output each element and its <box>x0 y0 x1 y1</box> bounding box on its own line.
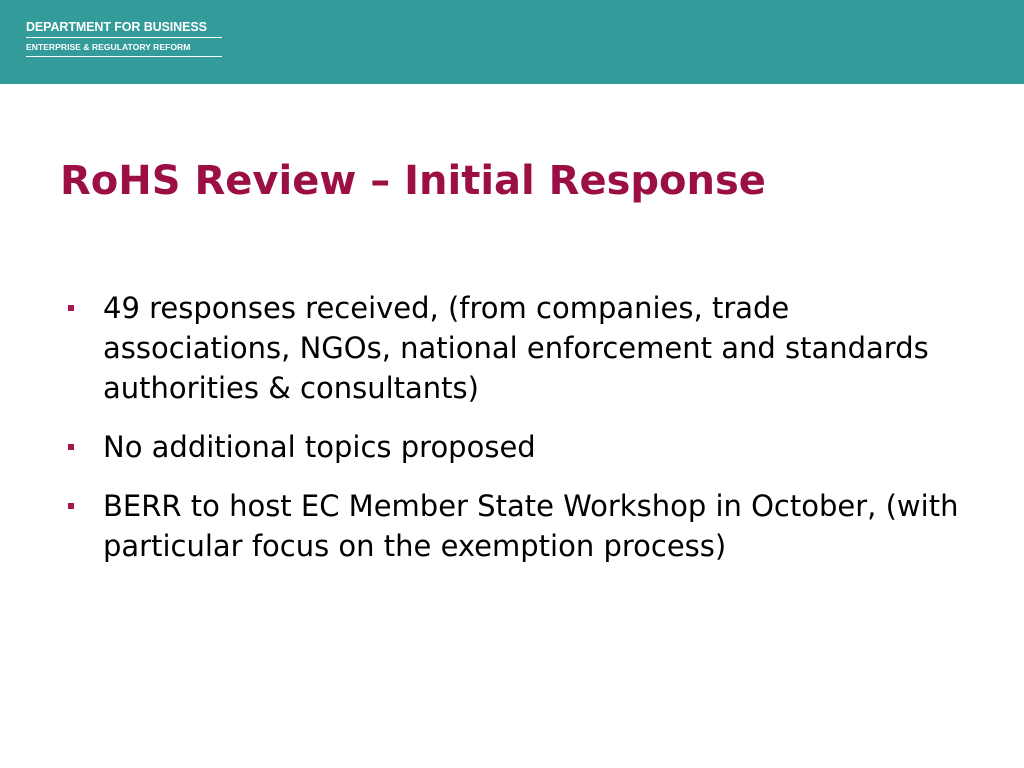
bullet-item <box>64 486 964 566</box>
bullet-text: BERR to host EC Member State Workshop in October, (with particular focus on the exemption process) <box>103 489 959 563</box>
logo-line-department: DEPARTMENT FOR BUSINESS <box>26 20 207 34</box>
logo-line-enterprise: ENTERPRISE & REGULATORY REFORM <box>26 42 191 52</box>
square-bullet-icon <box>68 444 74 450</box>
berr-logo <box>26 20 222 57</box>
header-band <box>0 0 1024 84</box>
square-bullet-icon <box>68 503 74 509</box>
bullet-text: 49 responses received, (from companies, trade associations, NGOs, national enforcement and standards authorities & consultants) <box>103 291 929 405</box>
square-bullet-icon <box>68 305 74 311</box>
logo-underline <box>26 56 222 57</box>
bullet-text: No additional topics proposed <box>103 430 536 464</box>
slide-title: RoHS Review – Initial Response <box>60 158 766 204</box>
bullet-item <box>64 427 964 467</box>
bullet-item <box>64 288 964 408</box>
bullet-list <box>64 288 964 585</box>
logo-divider <box>26 37 222 38</box>
